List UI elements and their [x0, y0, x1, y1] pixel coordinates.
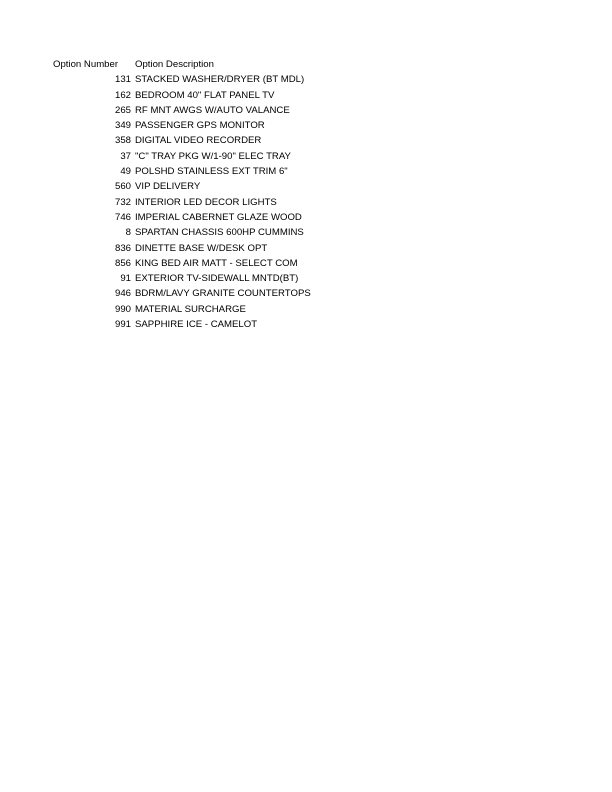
option-description: EXTERIOR TV-SIDEWALL MNTD(BT)	[135, 273, 299, 285]
option-description: SAPPHIRE ICE - CAMELOT	[135, 319, 258, 331]
table-row	[53, 179, 311, 194]
table-row	[53, 149, 311, 164]
option-description-header: Option Description	[135, 59, 214, 70]
table-row	[53, 133, 311, 148]
option-number: 358	[114, 135, 131, 147]
table-row	[53, 195, 311, 210]
option-number-header: Option Number	[53, 59, 119, 70]
option-number: 746	[114, 211, 131, 223]
header-row	[53, 57, 311, 72]
option-description: BDRM/LAVY GRANITE COUNTERTOPS	[135, 288, 311, 300]
option-description: STACKED WASHER/DRYER (BT MDL)	[135, 74, 305, 86]
option-description: SPARTAN CHASSIS 600HP CUMMINS	[135, 227, 304, 239]
option-number: 91	[120, 273, 131, 285]
option-number: 131	[114, 74, 131, 86]
option-number: 946	[114, 288, 131, 300]
table-row	[53, 210, 311, 225]
option-description: "C" TRAY PKG W/1-90" ELEC TRAY	[135, 150, 291, 162]
table-row	[53, 271, 311, 286]
option-table-body	[53, 72, 311, 332]
table-row	[53, 317, 311, 332]
option-description: MATERIAL SURCHARGE	[135, 303, 246, 315]
table-row	[53, 225, 311, 240]
option-description: BEDROOM 40" FLAT PANEL TV	[135, 89, 275, 101]
table-row	[53, 164, 311, 179]
option-table	[53, 57, 311, 332]
option-number: 856	[114, 257, 131, 269]
option-description: VIP DELIVERY	[135, 181, 201, 193]
table-row	[53, 286, 311, 301]
option-number: 349	[114, 120, 131, 132]
option-number: 560	[114, 181, 131, 193]
option-description: IMPERIAL CABERNET GLAZE WOOD	[135, 211, 302, 223]
option-description: PASSENGER GPS MONITOR	[135, 120, 265, 132]
option-description: DINETTE BASE W/DESK OPT	[135, 242, 268, 254]
table-row	[53, 88, 311, 103]
option-number: 265	[114, 104, 131, 116]
option-description: INTERIOR LED DECOR LIGHTS	[135, 196, 277, 208]
table-row	[53, 256, 311, 271]
table-row	[53, 103, 311, 118]
option-number: 990	[114, 303, 131, 315]
option-number: 991	[114, 319, 131, 331]
table-row	[53, 241, 311, 256]
option-number: 732	[114, 196, 131, 208]
option-table-header	[53, 57, 311, 72]
table-row	[53, 118, 311, 133]
option-number: 37	[120, 150, 131, 162]
option-description: RF MNT AWGS W/AUTO VALANCE	[135, 104, 290, 116]
table-row	[53, 302, 311, 317]
option-description: DIGITAL VIDEO RECORDER	[135, 135, 262, 147]
option-number: 162	[114, 89, 131, 101]
option-number: 836	[114, 242, 131, 254]
option-number: 8	[125, 227, 131, 239]
option-number: 49	[120, 166, 131, 178]
table-row	[53, 72, 311, 87]
option-description: KING BED AIR MATT - SELECT COM	[135, 257, 298, 269]
option-description: POLSHD STAINLESS EXT TRIM 6"	[135, 166, 288, 178]
